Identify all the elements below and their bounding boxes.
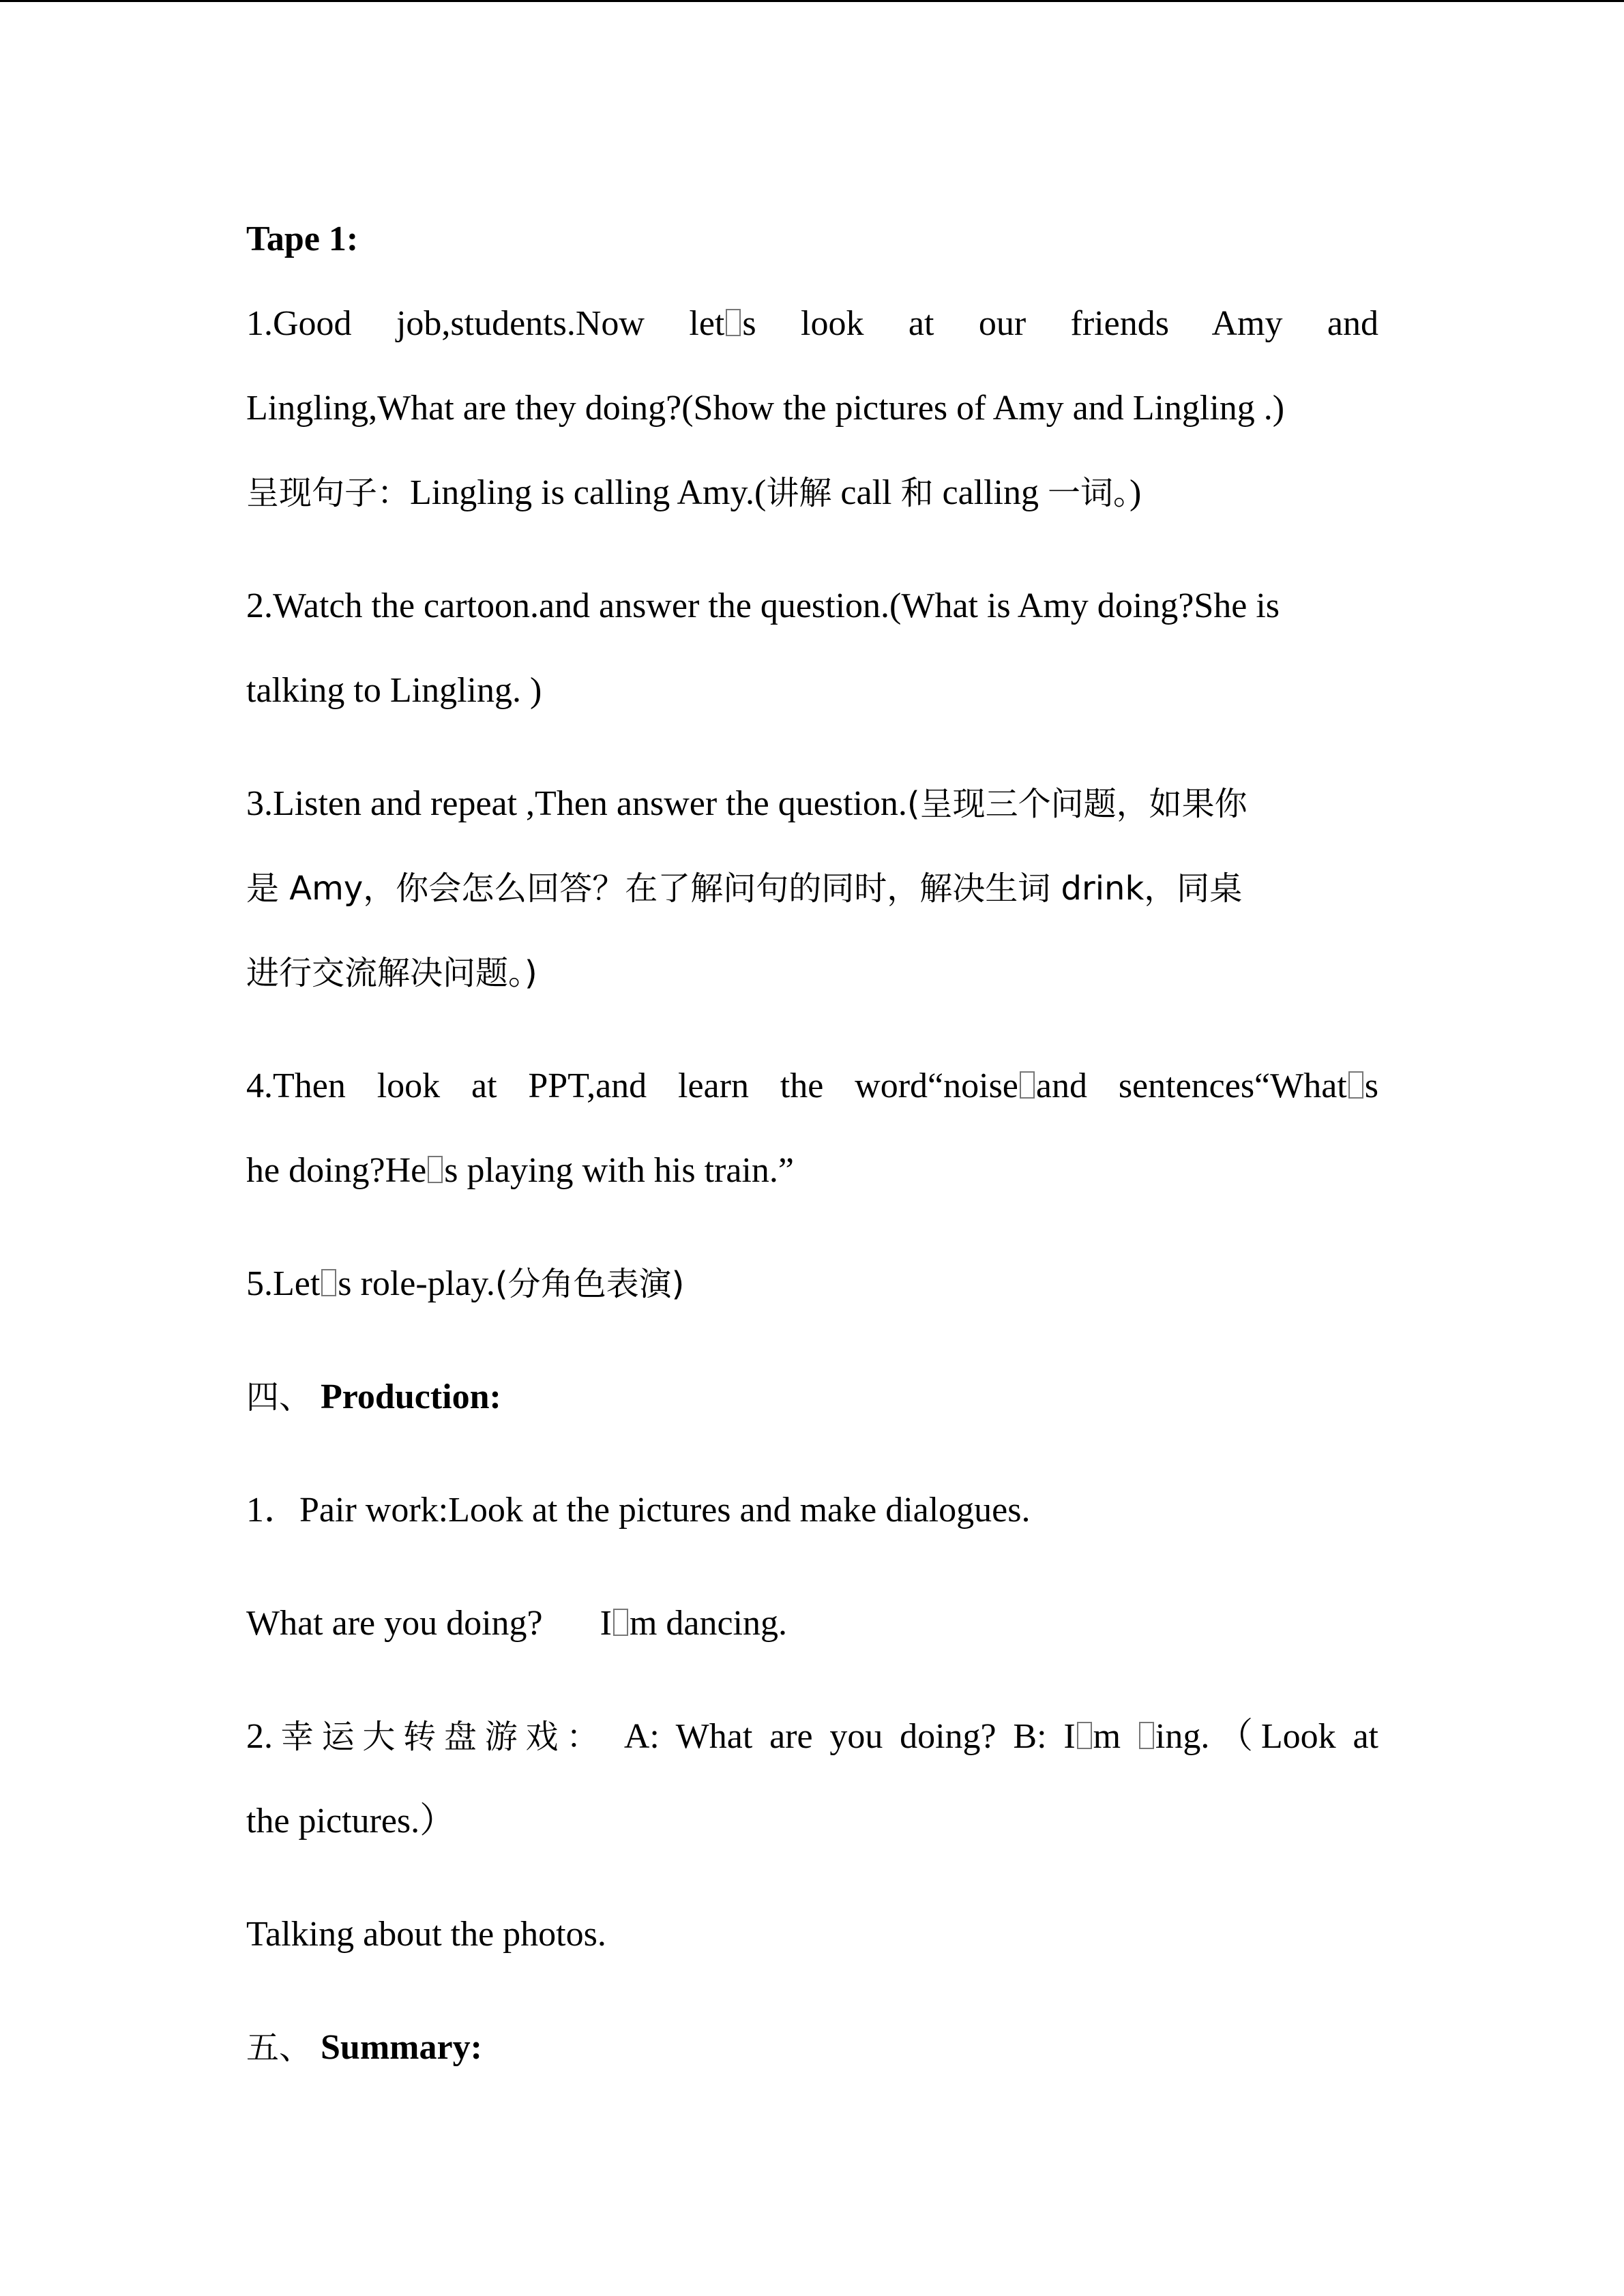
p3-line-3-text: 进行交流解决问题。) xyxy=(246,954,537,992)
missing-glyph-box xyxy=(1348,1071,1363,1099)
s4-dialog-answer-pre: I xyxy=(600,1604,612,1643)
page-top-border xyxy=(0,0,1624,2)
p1-line-1-b: s look at our friends Amy and xyxy=(742,304,1378,343)
p1-line-3 xyxy=(246,471,1378,584)
section-5-title: Summary: xyxy=(321,2028,482,2067)
p2-line-1-text: 2.Watch the cartoon.and answer the question.(What is Amy doing?She is xyxy=(246,586,1280,625)
s4-item-2-line-2 xyxy=(246,1799,1378,1912)
document-page xyxy=(246,217,1378,2070)
p1-l3-en-4: ) xyxy=(1130,473,1142,512)
p4-line-1-a: 4.Then look at PPT,and learn the word“noise xyxy=(246,1067,1018,1105)
missing-glyph-box xyxy=(1020,1071,1035,1099)
section-heading-summary xyxy=(246,2025,1378,2070)
p4-line-1-b: and sentences“What xyxy=(1035,1067,1347,1105)
missing-glyph-box xyxy=(428,1156,443,1183)
s4-item-3 xyxy=(246,1912,1378,2025)
p4-line-1 xyxy=(246,1064,1378,1148)
p1-l3-en-1: Lingling is calling Amy.( xyxy=(410,473,767,512)
p4-line-1-c: s xyxy=(1364,1067,1378,1105)
p1-l3-en-3: calling xyxy=(933,473,1048,512)
s4-dialog-question: What are you doing? xyxy=(246,1604,543,1643)
p1-l3-cjk-4: 一词。 xyxy=(1048,474,1130,512)
p2-line-1 xyxy=(246,584,1378,668)
missing-glyph-box xyxy=(1139,1722,1154,1749)
p1-line-2 xyxy=(246,386,1378,471)
p2-line-2 xyxy=(246,668,1378,781)
missing-glyph-box xyxy=(726,309,741,336)
p1-line-1-a: 1.Good job,students.Now let xyxy=(246,304,725,343)
section-4-number: 四、 xyxy=(246,1378,312,1416)
p1-l3-cjk-1: 呈现句子： xyxy=(246,474,411,512)
p3-line-2 xyxy=(246,866,1378,951)
p5-cjk: (分角色表演) xyxy=(494,1265,685,1303)
section-4-title: Production: xyxy=(321,1377,501,1416)
p3-line-2-text: 是 Amy，你会怎么回答？在了解问句的同时，解决生词 drink，同桌 xyxy=(246,869,1243,908)
s4-item-2-question: A: What are you doing? B: I xyxy=(607,1717,1076,1756)
s4-dialog-answer-post: m dancing. xyxy=(629,1604,788,1643)
s4-item-2-line-2-text: the pictures.） xyxy=(246,1802,456,1840)
s4-dialog xyxy=(246,1601,1378,1714)
p5-line xyxy=(246,1262,1378,1375)
p4-line-2-a: he doing?He xyxy=(246,1151,427,1190)
s4-item-2-tail: ing.（Look at xyxy=(1155,1717,1378,1756)
p4-line-2 xyxy=(246,1148,1378,1262)
section-5-number: 五、 xyxy=(246,2029,312,2067)
p1-line-2-text: Lingling,What are they doing?(Show the pictures of Amy and Lingling .) xyxy=(246,389,1285,428)
p3-line-1-cjk: (呈现三个问题，如果你 xyxy=(906,785,1247,823)
p1-l3-cjk-2: 讲解 xyxy=(766,474,832,512)
s4-item-2-prefix: 2. xyxy=(246,1717,273,1756)
p2-line-2-text: talking to Lingling. ) xyxy=(246,671,542,710)
s4-item-2-cjk: 幸运大转盘游戏： xyxy=(273,1718,608,1756)
p3-line-3 xyxy=(246,951,1378,1064)
p3-line-1 xyxy=(246,781,1378,866)
p4-line-2-b: s playing with his train.” xyxy=(444,1151,794,1190)
missing-glyph-box xyxy=(613,1609,628,1636)
missing-glyph-box xyxy=(1077,1722,1092,1749)
section-heading-production xyxy=(246,1375,1378,1488)
p1-line-1 xyxy=(246,301,1378,386)
missing-glyph-box xyxy=(321,1269,336,1296)
s4-item-1 xyxy=(246,1488,1378,1601)
p5-en-a: 5.Let xyxy=(246,1264,321,1303)
heading-tape xyxy=(246,217,1378,301)
s4-item-2-mid: m xyxy=(1093,1717,1138,1756)
p1-l3-cjk-3: 和 xyxy=(900,474,934,512)
s4-item-1-text: 1．Pair work:Look at the pictures and make dialogues. xyxy=(246,1491,1031,1530)
p3-line-1-en: 3.Listen and repeat ,Then answer the question. xyxy=(246,784,907,823)
p1-l3-en-2: call xyxy=(831,473,901,512)
heading-tape-text: Tape 1: xyxy=(246,220,359,258)
p5-en-b: s role-play. xyxy=(338,1264,495,1303)
s4-item-3-text: Talking about the photos. xyxy=(246,1915,606,1954)
s4-item-2-line-1 xyxy=(246,1714,1378,1799)
